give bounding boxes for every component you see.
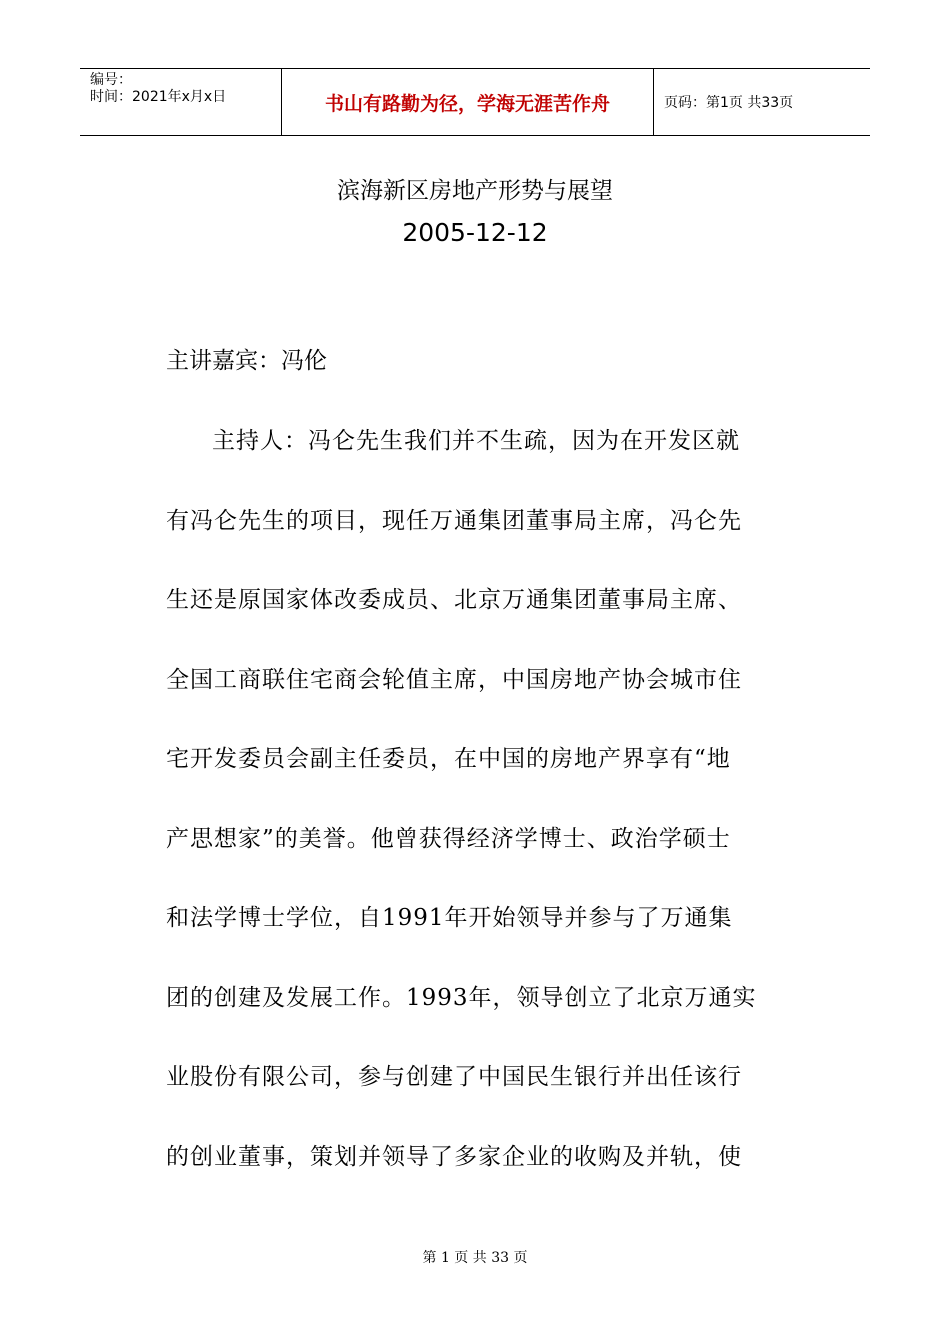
paragraph-line: 业股份有限公司，参与创建了中国民生银行并出任该行	[166, 1064, 742, 1090]
page-info: 页码：第1页 共33页	[664, 95, 794, 111]
paragraph-line: 生还是原国家体改委成员、北京万通集团董事局主席、	[166, 587, 742, 613]
document-title: 滨海新区房地产形势与展望	[337, 178, 613, 204]
header-meta-cell	[80, 69, 281, 135]
paragraph-line: 全国工商联住宅商会轮值主席，中国房地产协会城市住	[166, 666, 742, 693]
paragraph-line: 有冯仑先生的项目，现任万通集团董事局主席，冯仑先	[166, 507, 742, 534]
motto-text: 书山有路勤为径，学海无涯苦作舟	[324, 92, 610, 115]
body-paragraph	[166, 402, 786, 1197]
header-motto-cell	[281, 69, 654, 135]
paragraph-line: 和法学博士学位，自1991年开始领导并参与了万通集	[166, 905, 733, 931]
header-page-cell	[654, 69, 870, 135]
paragraph-line: 的创业董事，策划并领导了多家企业的收购及并轨，使	[166, 1143, 742, 1170]
paragraph-line: 产思想家”的美誉。他曾获得经济学博士、政治学硕士	[166, 825, 731, 852]
number-label: 编号：	[90, 72, 132, 88]
header-table	[80, 68, 870, 136]
paragraph-line: 主持人：冯仑先生我们并不生疏，因为在开发区就	[212, 428, 740, 454]
date-label: 时间：2021年x月x日	[90, 89, 227, 105]
speaker-line: 主讲嘉宾：冯伦	[166, 348, 327, 374]
paragraph-line: 宅开发委员会副主任委员，在中国的房地产界享有“地	[166, 746, 731, 772]
paragraph-line: 团的创建及发展工作。1993年，领导创立了北京万通实	[166, 984, 757, 1011]
document-date: 2005-12-12	[402, 218, 548, 247]
page-footer: 第 1 页 共 33 页	[422, 1250, 528, 1266]
